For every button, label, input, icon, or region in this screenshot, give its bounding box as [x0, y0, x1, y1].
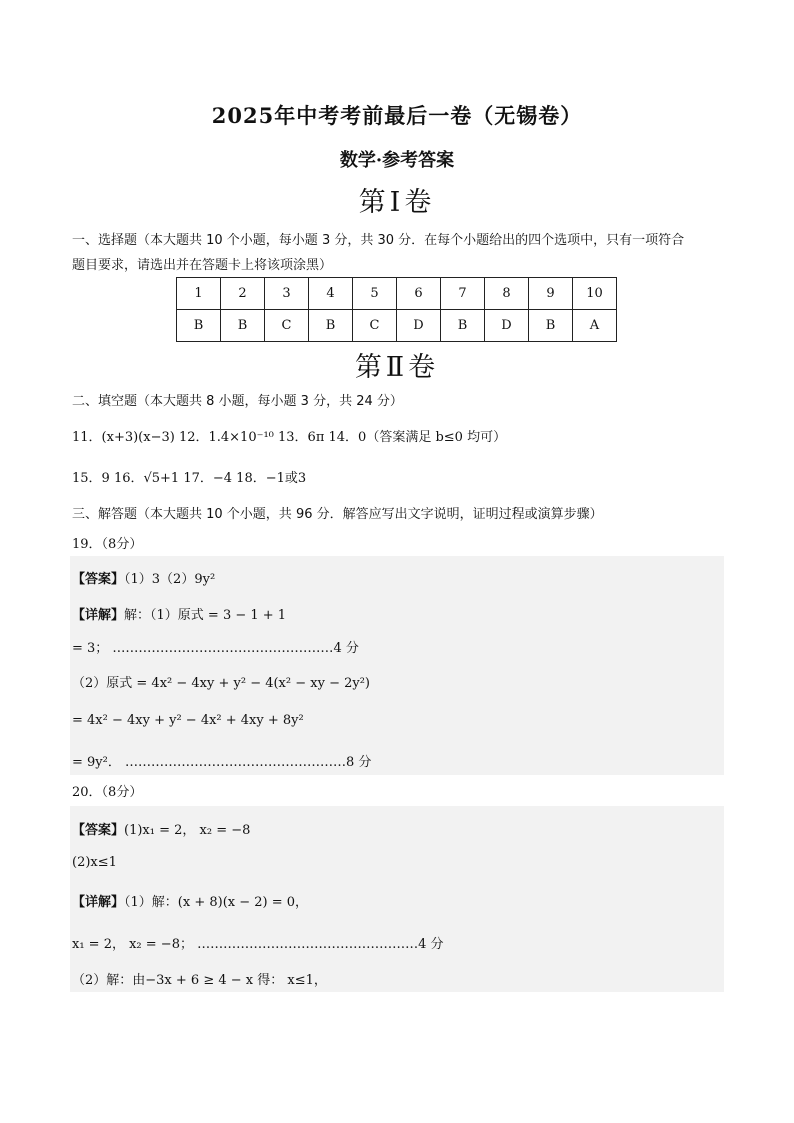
- q19-step5: = 9y²．: [72, 755, 121, 770]
- answer-cell: D: [397, 310, 441, 342]
- answer-table-number-row: [177, 278, 617, 310]
- q19-step1: 解：（1）原式 = 3 − 1 + 1: [124, 608, 287, 623]
- section-one-heading-line2: 题目要求，请选出并在答题卡上将该项涂黑）: [72, 258, 333, 273]
- answer-cell: B: [529, 310, 573, 342]
- question-number: 10: [573, 278, 617, 310]
- q19-step5-score: 8 分: [346, 755, 372, 770]
- q19-step2: = 3；: [72, 641, 109, 656]
- q19-step2-score: 4 分: [333, 641, 359, 656]
- volume-one-heading: 第Ⅰ卷: [358, 187, 436, 218]
- fill-blank-answers-line1: 11．(x+3)(x−3) 12．1.4×10⁻¹⁰ 13．6π 14．0（答案满足 b≤0 均可）: [72, 430, 507, 445]
- question-19-title: 19．（8分）: [72, 537, 143, 552]
- detail-tag: 【详解】: [72, 895, 125, 910]
- section-two-heading: 二、填空题（本大题共 8 小题，每小题 3 分，共 24 分）: [72, 394, 403, 409]
- answer-table-answer-row: [177, 310, 617, 342]
- question-number: 6: [397, 278, 441, 310]
- q20-step2-score: 4 分: [418, 937, 444, 952]
- q19-answer: （1）3（2）9y²: [124, 572, 216, 587]
- question-number: 2: [221, 278, 265, 310]
- question-number: 3: [265, 278, 309, 310]
- question-number: 8: [485, 278, 529, 310]
- document-subtitle: 数学·参考答案: [339, 150, 455, 171]
- q20-answer-line: [72, 819, 250, 838]
- q20-answer-line2: (2)x≤1: [72, 855, 117, 870]
- q20-step1: （1）解：(x + 8)(x − 2) = 0，: [124, 895, 309, 910]
- q20-detail-line1: [72, 891, 308, 910]
- answer-cell: B: [177, 310, 221, 342]
- answer-tag: 【答案】: [72, 572, 125, 587]
- answer-cell: D: [485, 310, 529, 342]
- q19-detail-line2: = 3； ……………………………………………4 分: [72, 641, 359, 656]
- q19-detail-line3: （2）原式 = 4x² − 4xy + y² − 4(x² − xy − 2y²): [72, 676, 370, 691]
- question-19-solution-box: [70, 556, 724, 775]
- answer-cell: C: [265, 310, 309, 342]
- answer-cell: B: [441, 310, 485, 342]
- answer-cell: B: [221, 310, 265, 342]
- answer-cell: B: [309, 310, 353, 342]
- section-one-heading-line1: 一、选择题（本大题共 10 个小题，每小题 3 分，共 30 分．在每个小题给出的四个选项中，只有一项符合: [72, 233, 685, 248]
- q20-step2: x₁ = 2， x₂ = −8；: [72, 937, 193, 952]
- answer-table: [176, 277, 617, 342]
- question-number: 5: [353, 278, 397, 310]
- question-number: 4: [309, 278, 353, 310]
- question-number: 1: [177, 278, 221, 310]
- volume-two-heading: 第Ⅱ卷: [354, 352, 440, 383]
- fill-blank-answers-line2: 15．9 16．√5+1 17．−4 18．−1或3: [72, 471, 307, 486]
- q19-detail-line4: = 4x² − 4xy + y² − 4x² + 4xy + 8y²: [72, 713, 304, 728]
- question-number: 9: [529, 278, 573, 310]
- section-three-heading: 三、解答题（本大题共 10 个小题，共 96 分．解答应写出文字说明，证明过程或演算步骤）: [72, 507, 603, 522]
- answer-cell: A: [573, 310, 617, 342]
- detail-tag: 【详解】: [72, 608, 125, 623]
- answer-cell: C: [353, 310, 397, 342]
- q20-detail-line3: （2）解：由−3x + 6 ≥ 4 − x 得： x≤1，: [72, 973, 327, 988]
- q20-answer: (1)x₁ = 2， x₂ = −8: [124, 823, 251, 838]
- q19-answer-line: [72, 568, 215, 587]
- q19-detail-line5: = 9y²． ……………………………………………8 分: [72, 755, 372, 770]
- q20-detail-line2: x₁ = 2， x₂ = −8； ……………………………………………4 分: [72, 937, 444, 952]
- question-20-title: 20．（8分）: [72, 785, 143, 800]
- document-title: 2025年中考考前最后一卷（无锡卷）: [211, 103, 583, 128]
- answer-tag: 【答案】: [72, 823, 125, 838]
- question-number: 7: [441, 278, 485, 310]
- q19-detail-line1: [72, 604, 286, 623]
